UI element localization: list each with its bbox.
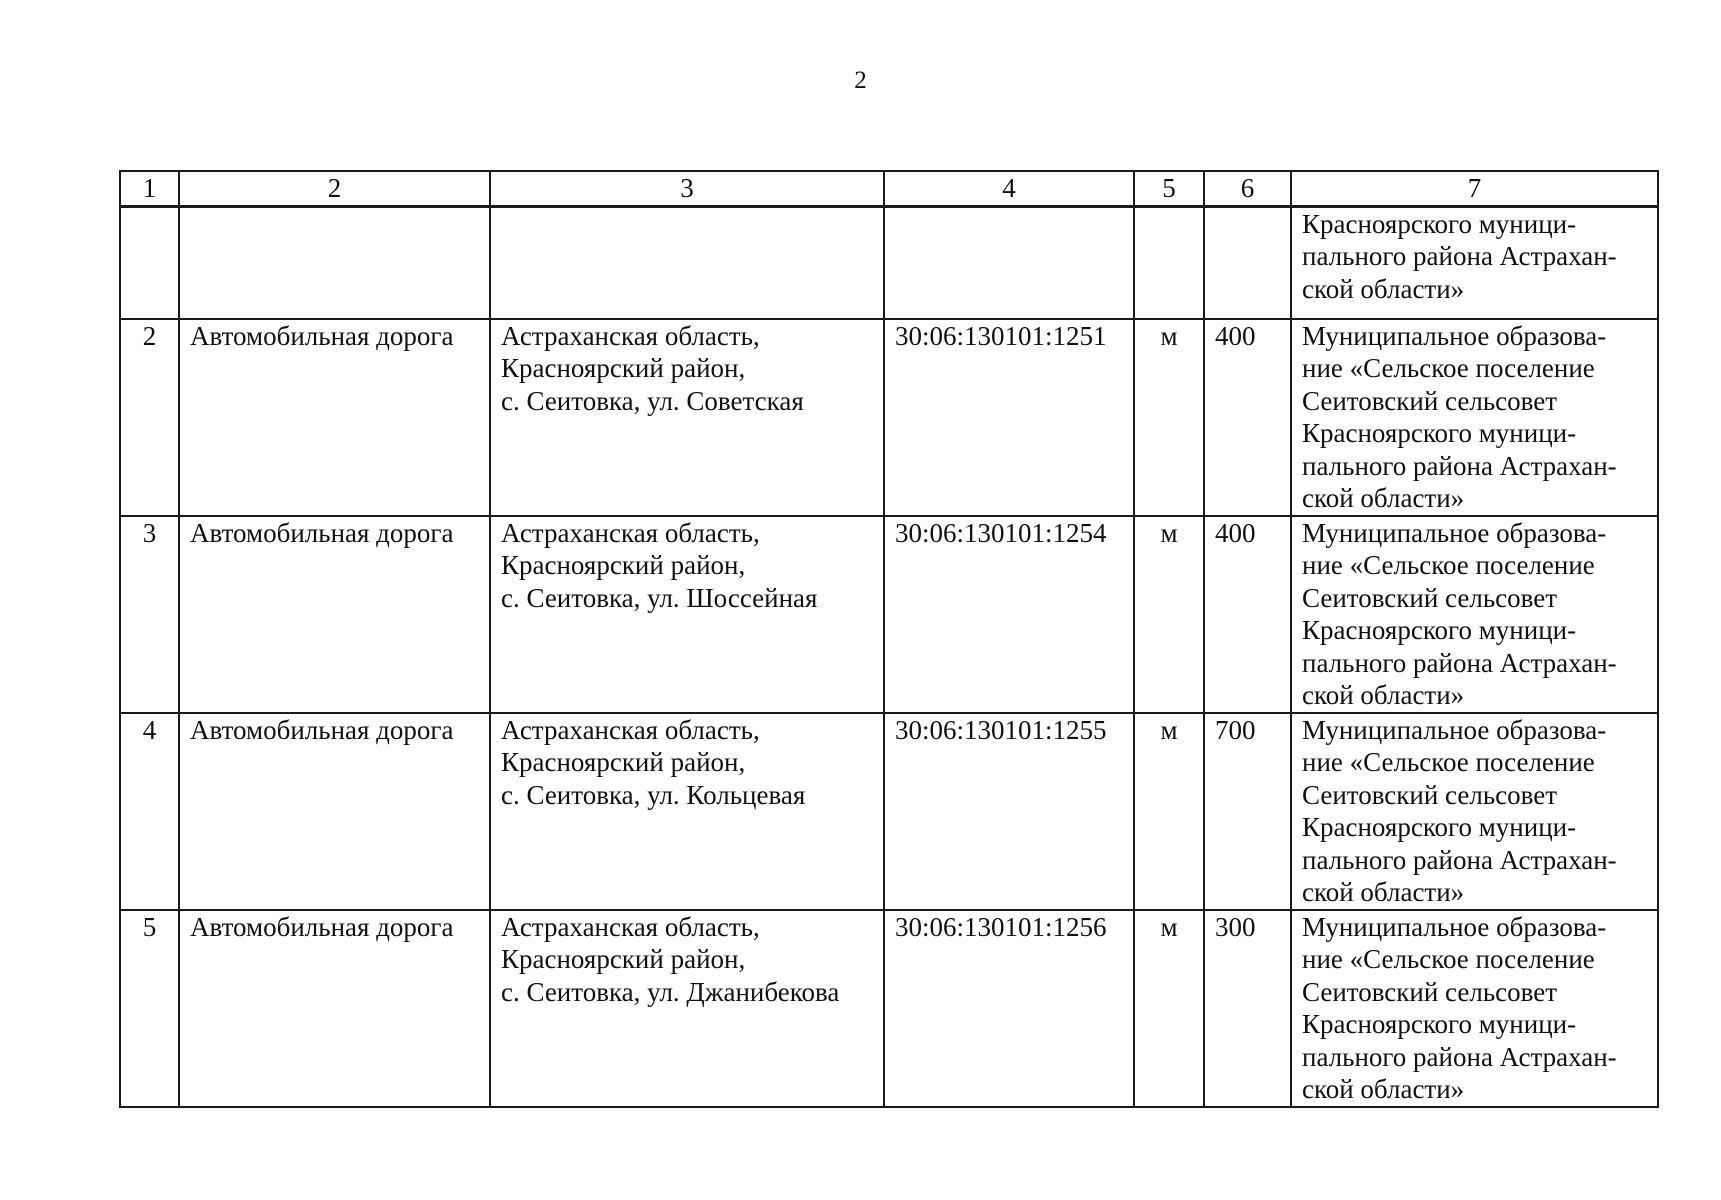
address-cell	[490, 910, 884, 1107]
empty-cell	[1204, 206, 1291, 319]
owner-line: ской области»	[1302, 273, 1465, 304]
cadastral-number-cell: 30:06:130101:1256	[884, 910, 1134, 1107]
empty-cell	[1134, 206, 1204, 319]
row-number-cell: 4	[120, 713, 179, 910]
address-line: Астраханская область,	[501, 320, 760, 351]
unit-cell: м	[1134, 319, 1204, 516]
continuation-row	[120, 206, 1658, 319]
owner-line: ской области»	[1302, 680, 1465, 710]
unit-cell: м	[1134, 910, 1204, 1107]
address-line: Красноярский район,	[501, 944, 746, 974]
column-header-6: 6	[1204, 171, 1291, 206]
owner-line: Муниципальное образова-	[1302, 911, 1607, 942]
owner-line: ской области»	[1302, 1074, 1465, 1104]
cadastral-number-cell: 30:06:130101:1251	[884, 319, 1134, 516]
table-row	[120, 516, 1658, 713]
empty-cell	[490, 206, 884, 319]
address-line: с. Сеитовка, ул. Шоссейная	[501, 582, 818, 613]
owner-line: Сеитовский сельсовет	[1302, 976, 1557, 1007]
table-header	[120, 171, 1658, 206]
owner-line: ние «Сельское поселение	[1302, 747, 1595, 777]
owner-line: пального района Астрахан-	[1302, 647, 1617, 678]
owner-cell	[1291, 713, 1658, 910]
owner-cell	[1291, 206, 1658, 319]
owner-line: Сеитовский сельсовет	[1302, 779, 1557, 810]
row-number-cell: 2	[120, 319, 179, 516]
column-header-1: 1	[120, 171, 179, 206]
owner-line: ние «Сельское поселение	[1302, 550, 1595, 580]
owner-cell	[1291, 319, 1658, 516]
address-line: с. Сеитовка, ул. Кольцевая	[501, 779, 806, 810]
owner-line: ской области»	[1302, 877, 1465, 907]
empty-cell	[884, 206, 1134, 319]
table-row	[120, 910, 1658, 1107]
row-number-cell: 3	[120, 516, 179, 713]
unit-cell: м	[1134, 713, 1204, 910]
owner-line: ской области»	[1302, 483, 1465, 513]
table-row	[120, 713, 1658, 910]
row-number-cell: 5	[120, 910, 179, 1107]
owner-line: пального района Астрахан-	[1302, 450, 1617, 481]
owner-line: Сеитовский сельсовет	[1302, 385, 1557, 416]
object-name-cell: Автомобильная дорога	[179, 713, 490, 910]
owner-line: ние «Сельское поселение	[1302, 353, 1595, 383]
address-line: Астраханская область,	[501, 714, 760, 745]
address-line: Красноярский район,	[501, 550, 746, 580]
owner-line: Сеитовский сельсовет	[1302, 582, 1557, 613]
owner-line: Красноярского муници-	[1302, 208, 1577, 239]
length-cell: 700	[1204, 713, 1291, 910]
table-body	[120, 206, 1658, 1107]
address-line: Астраханская область,	[501, 517, 760, 548]
address-line: Астраханская область,	[501, 911, 760, 942]
owner-line: Красноярского муници-	[1302, 1009, 1577, 1039]
cadastral-number-cell: 30:06:130101:1255	[884, 713, 1134, 910]
owner-line: пального района Астрахан-	[1302, 1041, 1617, 1072]
unit-cell: м	[1134, 516, 1204, 713]
object-name-cell: Автомобильная дорога	[179, 910, 490, 1107]
column-header-7: 7	[1291, 171, 1658, 206]
owner-line: ние «Сельское поселение	[1302, 944, 1595, 974]
owner-cell	[1291, 516, 1658, 713]
owner-line: Муниципальное образова-	[1302, 320, 1607, 351]
object-name-cell: Автомобильная дорога	[179, 516, 490, 713]
object-name-cell: Автомобильная дорога	[179, 319, 490, 516]
address-cell	[490, 319, 884, 516]
header-row	[120, 171, 1658, 206]
empty-cell	[120, 206, 179, 319]
owner-line: пального района Астрахан-	[1302, 844, 1617, 875]
owner-cell	[1291, 910, 1658, 1107]
address-line: Красноярский район,	[501, 353, 746, 383]
page-number: 2	[854, 67, 867, 94]
address-cell	[490, 516, 884, 713]
length-cell: 400	[1204, 516, 1291, 713]
table-row	[120, 319, 1658, 516]
length-cell: 400	[1204, 319, 1291, 516]
owner-line: Муниципальное образова-	[1302, 517, 1607, 548]
address-line: с. Сеитовка, ул. Советская	[501, 385, 804, 416]
owner-line: Красноярского муници-	[1302, 812, 1577, 842]
address-line: с. Сеитовка, ул. Джанибекова	[501, 976, 840, 1007]
owner-line: Красноярского муници-	[1302, 418, 1577, 448]
owner-line: Муниципальное образова-	[1302, 714, 1607, 745]
column-header-5: 5	[1134, 171, 1204, 206]
cadastral-number-cell: 30:06:130101:1254	[884, 516, 1134, 713]
owner-line: Красноярского муници-	[1302, 615, 1577, 645]
column-header-2: 2	[179, 171, 490, 206]
column-header-3: 3	[490, 171, 884, 206]
road-registry-table	[119, 170, 1659, 1108]
address-cell	[490, 713, 884, 910]
owner-line: пального района Астрахан-	[1302, 241, 1617, 271]
length-cell: 300	[1204, 910, 1291, 1107]
empty-cell	[179, 206, 490, 319]
address-line: Красноярский район,	[501, 747, 746, 777]
column-header-4: 4	[884, 171, 1134, 206]
